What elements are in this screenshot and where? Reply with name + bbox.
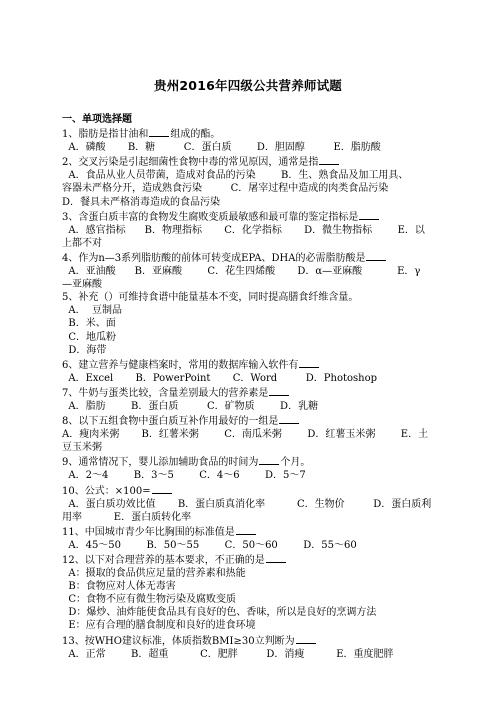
answer-blank — [296, 633, 316, 644]
question-list — [62, 126, 436, 661]
line-text: 1、脂肪是指甘油和 — [62, 129, 149, 141]
answer-blank — [279, 413, 299, 424]
document-line — [62, 567, 436, 580]
document-line — [62, 524, 436, 539]
line-text: A． 豆制品 — [62, 305, 122, 317]
document-line — [62, 209, 436, 224]
line-text: 9、通常情况下，婴儿添加辅助食品的时间为 — [62, 457, 259, 469]
line-text: 上都不对 — [62, 237, 102, 249]
line-text: D．海带 — [62, 344, 107, 356]
document-line — [62, 265, 436, 278]
line-text: C：食物不应有微生物污染及腐败变质 — [62, 594, 237, 606]
answer-blank — [299, 357, 319, 368]
line-text: B．米、面 — [62, 318, 116, 330]
document-line — [62, 357, 436, 372]
line-text: A．感官指标 B．物理指标 C．化学指标 D．微生物指标 E．以 — [62, 224, 425, 236]
document-line — [62, 196, 436, 209]
line-text: A．食品从业人员带菌，造成对食品的污染 B．生、熟食品及加工用具、 — [62, 170, 409, 182]
answer-blank — [266, 552, 286, 563]
answer-blank — [319, 154, 339, 165]
document-line — [62, 250, 436, 265]
line-text: 12、以下对合理营养的基本要求，不正确的是 — [62, 555, 265, 566]
line-text: D．餐具未严格消毒造成的食品污染 — [62, 196, 221, 208]
document-line — [62, 428, 436, 441]
document-line — [62, 169, 436, 182]
document-line — [62, 498, 436, 511]
answer-blank — [236, 524, 256, 535]
document-line — [62, 413, 436, 428]
document-line — [62, 633, 436, 648]
line-text: 5、补充（）可维持食谱中能量基本不变，同时提高膳食纤维含量。 — [62, 292, 359, 304]
line-text: 13、按WHO建议标准，体质指数BMI≥30立判断为 — [62, 635, 295, 647]
document-line — [62, 224, 436, 237]
document-line — [62, 278, 436, 291]
line-text-after-blank: 组成的酯。 — [170, 129, 221, 141]
line-text: A．亚油酸 B．亚麻酸 C．花生四烯酸 D．α—亚麻酸 E．γ — [62, 266, 421, 278]
answer-blank — [152, 483, 172, 494]
document-title: 贵州2016年四级公共营养师试题 — [154, 78, 342, 93]
document-line — [62, 385, 436, 400]
document-line — [62, 317, 436, 330]
document-line — [62, 141, 436, 154]
document-line — [62, 539, 436, 552]
line-text: —亚麻酸 — [62, 279, 102, 291]
document-line — [62, 237, 436, 250]
document-line — [62, 400, 436, 413]
line-text: 10、公式：×100= — [62, 485, 151, 497]
line-text: A．45～50 B．50～55 C．50～60 D．55～60 — [62, 539, 357, 551]
line-text: 2、交叉污染是引起细菌性食物中毒的常见原因，通常是指 — [62, 157, 319, 169]
document-line — [62, 344, 436, 357]
answer-blank — [269, 385, 289, 396]
line-text: A．正常 B．超重 C．肥胖 D．消瘦 E．重度肥胖 — [62, 648, 394, 660]
line-text: 3、含蛋白质丰富的食物发生腐败变质最敏感和最可靠的鉴定指标是 — [62, 211, 359, 223]
document-body — [62, 113, 436, 661]
line-text: 8、以下五组食物中蛋白质互补作用最好的一组是 — [62, 416, 279, 428]
document-line — [62, 552, 436, 567]
line-text: A：摄取的食品供应足量的营养素和热能 — [62, 568, 246, 580]
line-text: 4、作为n—3系列脂肪酸的前体可转变成EPA、DHA的必需脂肪酸是 — [62, 252, 366, 264]
line-text: 7、牛奶与蛋类比较，含量差别最大的营养素是 — [62, 387, 269, 399]
answer-blank — [149, 126, 169, 137]
line-text: A．脂肪 B．蛋白质 C．矿物质 D．乳糖 — [62, 400, 319, 412]
answer-blank — [259, 454, 279, 465]
line-text: 豆玉米粥 — [62, 442, 102, 454]
section-heading: 一、单项选择题 — [62, 114, 132, 125]
document-line — [62, 182, 436, 195]
line-text: A．蛋白质功效比值 B．蛋白质真消化率 C．生物价 D．蛋白质利 — [62, 498, 432, 510]
line-text: D：爆炒、油炸能使食品具有良好的色、香味，所以是良好的烹调方法 — [62, 607, 377, 619]
document-line — [62, 331, 436, 344]
document-line — [62, 483, 436, 498]
document-line — [62, 511, 436, 524]
answer-blank — [359, 209, 379, 220]
line-text: A．Excel B．PowerPoint C．Word D．Photoshop — [62, 372, 377, 384]
line-text: 用率 E．蛋白质转化率 — [62, 511, 192, 523]
document-line — [62, 441, 436, 454]
document-line — [62, 126, 436, 141]
line-text: 容器未严格分开，造成熟食污染 C．屠宰过程中造成的肉类食品污染 — [62, 183, 389, 195]
document-line — [62, 593, 436, 606]
document-line — [62, 454, 436, 469]
document-line — [62, 580, 436, 593]
document-line — [62, 372, 436, 385]
document-line — [62, 469, 436, 482]
line-text: C．地瓜粉 — [62, 331, 117, 343]
line-text: 11、中国城市青少年比胸围的标准值是 — [62, 526, 235, 538]
line-text: A．2～4 B．3～5 C．4～6 D．5～7 — [62, 470, 306, 482]
document-line — [62, 648, 436, 661]
document-line — [62, 291, 436, 304]
line-text: B：食物应对人体无毒害 — [62, 581, 176, 593]
line-text: A．磷酸 B．糖 C．蛋白质 D．胆固醇 E．脂肪酸 — [62, 142, 381, 154]
document-line — [62, 619, 436, 632]
line-text-after-blank: 个月。 — [280, 457, 311, 469]
document-line — [62, 304, 436, 317]
document-line — [62, 606, 436, 619]
line-text: 6、建立营养与健康档案时，常用的数据库输入软件有 — [62, 359, 299, 371]
answer-blank — [366, 250, 386, 261]
document-line — [62, 154, 436, 169]
line-text: A．瘦肉米粥 B．红薯米粥 C．南瓜米粥 D．红薯玉米粥 E．土 — [62, 429, 429, 441]
line-text: E：应有合理的膳食制度和良好的进食环境 — [62, 620, 256, 632]
